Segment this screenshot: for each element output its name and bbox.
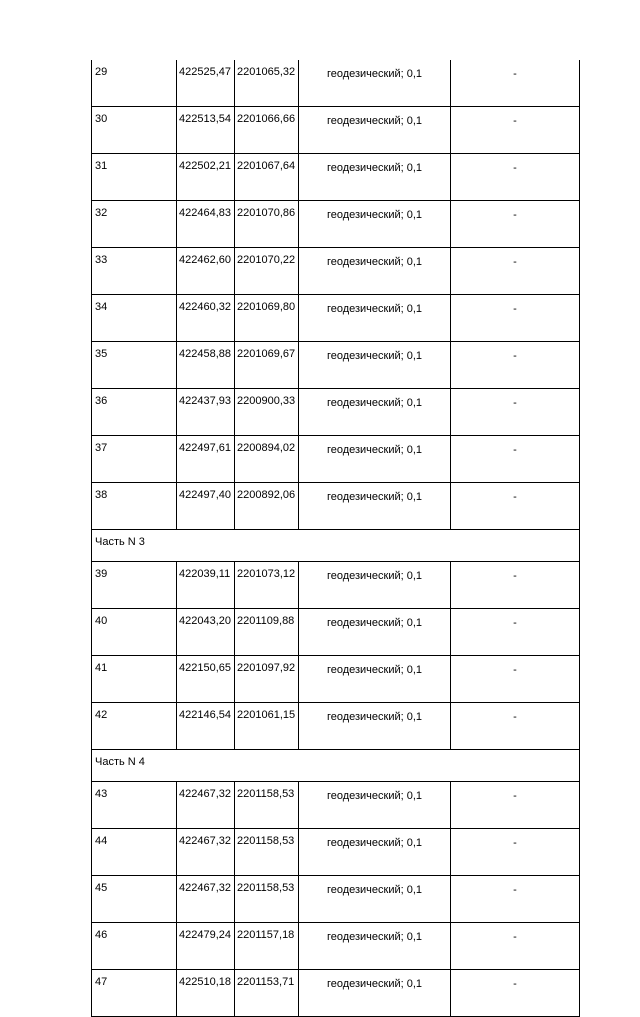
- point-description: -: [451, 154, 580, 201]
- point-description: -: [451, 201, 580, 248]
- coordinate-x: 422458,88: [177, 342, 235, 389]
- table-row: [92, 154, 580, 201]
- point-description: -: [451, 609, 580, 656]
- table-row: [92, 609, 580, 656]
- point-number: 44: [92, 829, 177, 876]
- coordinate-x: 422497,61: [177, 436, 235, 483]
- table-row: [92, 107, 580, 154]
- point-number: 36: [92, 389, 177, 436]
- method-accuracy: геодезический; 0,1: [299, 970, 451, 1017]
- point-number: 34: [92, 295, 177, 342]
- table-row: [92, 562, 580, 609]
- method-accuracy: геодезический; 0,1: [299, 656, 451, 703]
- coordinate-x: 422150,65: [177, 656, 235, 703]
- coordinate-x: 422525,47: [177, 60, 235, 107]
- section-header-row: [92, 750, 580, 782]
- method-accuracy: геодезический; 0,1: [299, 154, 451, 201]
- coordinate-x: 422502,21: [177, 154, 235, 201]
- table-row: [92, 656, 580, 703]
- point-number: 29: [92, 60, 177, 107]
- coordinate-x: 422437,93: [177, 389, 235, 436]
- method-accuracy: геодезический; 0,1: [299, 201, 451, 248]
- coordinate-y: 2201067,64: [235, 154, 299, 201]
- coordinate-x: 422464,83: [177, 201, 235, 248]
- point-description: -: [451, 436, 580, 483]
- point-description: -: [451, 656, 580, 703]
- method-accuracy: геодезический; 0,1: [299, 107, 451, 154]
- coordinate-y: 2201066,66: [235, 107, 299, 154]
- point-number: 42: [92, 703, 177, 750]
- coordinate-x: 422460,32: [177, 295, 235, 342]
- coordinates-table: [91, 60, 580, 1017]
- coordinate-x: 422043,20: [177, 609, 235, 656]
- coordinate-x: 422467,32: [177, 782, 235, 829]
- method-accuracy: геодезический; 0,1: [299, 703, 451, 750]
- method-accuracy: геодезический; 0,1: [299, 829, 451, 876]
- table-row: [92, 782, 580, 829]
- point-number: 39: [92, 562, 177, 609]
- point-description: -: [451, 923, 580, 970]
- method-accuracy: геодезический; 0,1: [299, 609, 451, 656]
- point-number: 46: [92, 923, 177, 970]
- method-accuracy: геодезический; 0,1: [299, 342, 451, 389]
- section-label: Часть N 4: [92, 750, 580, 782]
- point-description: -: [451, 60, 580, 107]
- coordinate-y: 2201153,71: [235, 970, 299, 1017]
- method-accuracy: геодезический; 0,1: [299, 562, 451, 609]
- method-accuracy: геодезический; 0,1: [299, 248, 451, 295]
- table-row: [92, 248, 580, 295]
- table-row: [92, 342, 580, 389]
- method-accuracy: геодезический; 0,1: [299, 923, 451, 970]
- table-row: [92, 923, 580, 970]
- point-description: -: [451, 829, 580, 876]
- coordinate-x: 422467,32: [177, 829, 235, 876]
- point-description: -: [451, 342, 580, 389]
- method-accuracy: геодезический; 0,1: [299, 295, 451, 342]
- section-label: Часть N 3: [92, 530, 580, 562]
- point-description: -: [451, 389, 580, 436]
- coordinates-table-body: [92, 60, 580, 1017]
- coordinate-y: 2201158,53: [235, 782, 299, 829]
- point-number: 35: [92, 342, 177, 389]
- coordinate-y: 2201158,53: [235, 829, 299, 876]
- coordinate-y: 2201069,80: [235, 295, 299, 342]
- table-row: [92, 60, 580, 107]
- method-accuracy: геодезический; 0,1: [299, 389, 451, 436]
- point-description: -: [451, 562, 580, 609]
- point-number: 41: [92, 656, 177, 703]
- coordinate-y: 2201070,86: [235, 201, 299, 248]
- coordinate-y: 2200892,06: [235, 483, 299, 530]
- method-accuracy: геодезический; 0,1: [299, 60, 451, 107]
- point-description: -: [451, 876, 580, 923]
- coordinate-x: 422479,24: [177, 923, 235, 970]
- coordinate-y: 2201069,67: [235, 342, 299, 389]
- point-description: -: [451, 107, 580, 154]
- point-number: 30: [92, 107, 177, 154]
- coordinate-y: 2201158,53: [235, 876, 299, 923]
- method-accuracy: геодезический; 0,1: [299, 782, 451, 829]
- point-number: 47: [92, 970, 177, 1017]
- coordinate-y: 2200900,33: [235, 389, 299, 436]
- table-row: [92, 436, 580, 483]
- table-row: [92, 483, 580, 530]
- table-row: [92, 829, 580, 876]
- point-number: 43: [92, 782, 177, 829]
- coordinate-y: 2201070,22: [235, 248, 299, 295]
- method-accuracy: геодезический; 0,1: [299, 436, 451, 483]
- coordinate-x: 422146,54: [177, 703, 235, 750]
- point-number: 32: [92, 201, 177, 248]
- coordinate-x: 422497,40: [177, 483, 235, 530]
- table-row: [92, 876, 580, 923]
- point-description: -: [451, 295, 580, 342]
- coordinate-y: 2201157,18: [235, 923, 299, 970]
- table-row: [92, 389, 580, 436]
- point-number: 33: [92, 248, 177, 295]
- point-number: 31: [92, 154, 177, 201]
- point-number: 38: [92, 483, 177, 530]
- point-number: 40: [92, 609, 177, 656]
- coordinate-x: 422462,60: [177, 248, 235, 295]
- coordinate-x: 422510,18: [177, 970, 235, 1017]
- point-number: 37: [92, 436, 177, 483]
- coordinate-x: 422513,54: [177, 107, 235, 154]
- table-row: [92, 295, 580, 342]
- point-description: -: [451, 782, 580, 829]
- table-row: [92, 703, 580, 750]
- coordinate-y: 2201061,15: [235, 703, 299, 750]
- point-description: -: [451, 970, 580, 1017]
- coordinate-y: 2201073,12: [235, 562, 299, 609]
- coordinate-x: 422467,32: [177, 876, 235, 923]
- method-accuracy: геодезический; 0,1: [299, 483, 451, 530]
- section-header-row: [92, 530, 580, 562]
- point-description: -: [451, 483, 580, 530]
- coordinate-y: 2201097,92: [235, 656, 299, 703]
- point-description: -: [451, 703, 580, 750]
- table-row: [92, 970, 580, 1017]
- method-accuracy: геодезический; 0,1: [299, 876, 451, 923]
- point-number: 45: [92, 876, 177, 923]
- coordinate-y: 2200894,02: [235, 436, 299, 483]
- point-description: -: [451, 248, 580, 295]
- coordinate-y: 2201109,88: [235, 609, 299, 656]
- coordinate-y: 2201065,32: [235, 60, 299, 107]
- coordinate-x: 422039,11: [177, 562, 235, 609]
- table-row: [92, 201, 580, 248]
